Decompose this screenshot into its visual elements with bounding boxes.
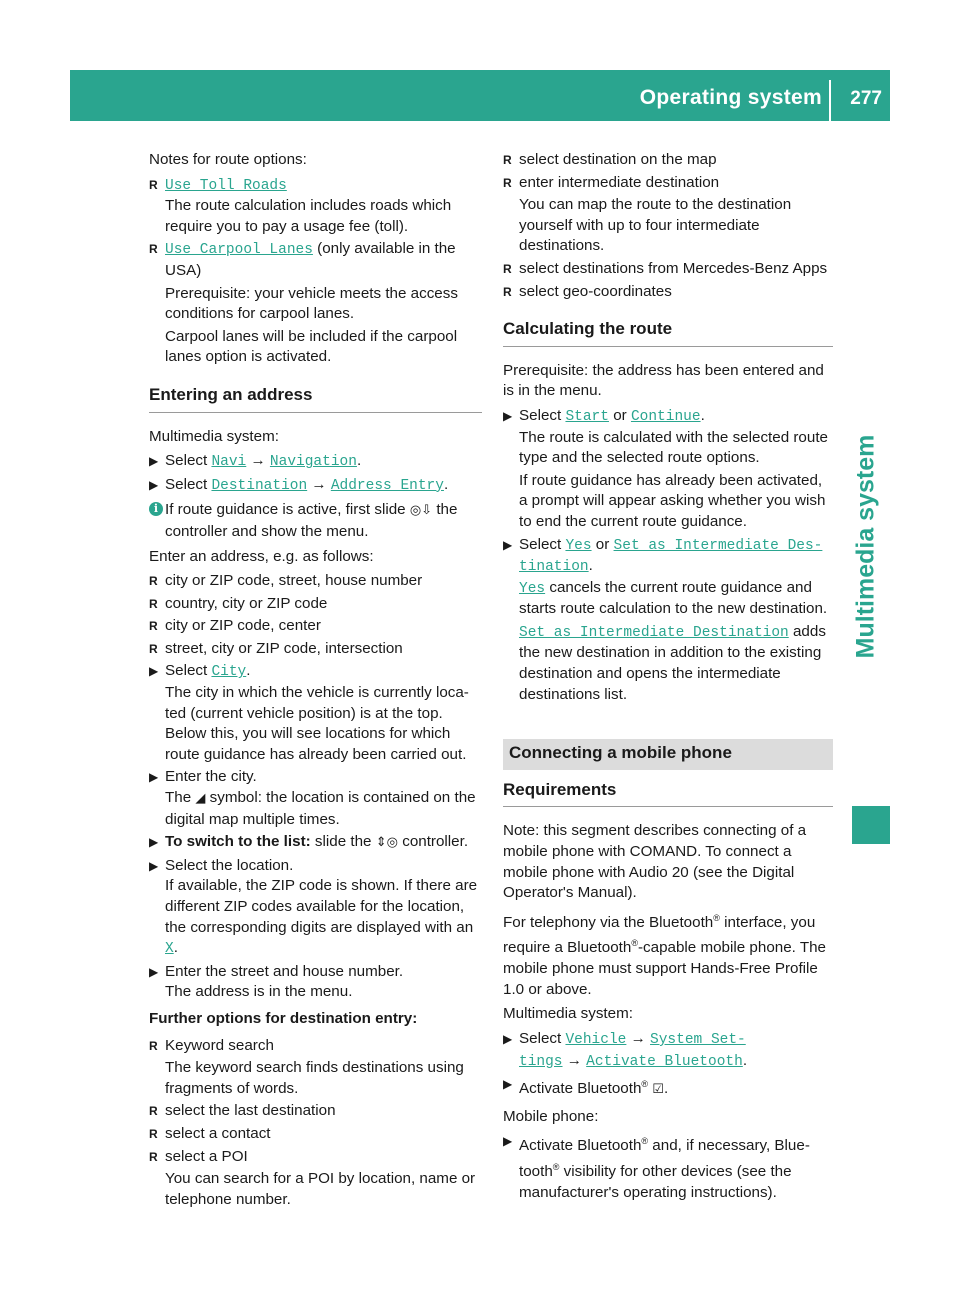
- geo-coordinates: select geo-coordinates: [519, 282, 672, 300]
- mercedes-apps: select destinations from Mercedes-Benz Apps: [519, 259, 828, 277]
- side-tab: [826, 421, 906, 671]
- controller-slide-up-down-icon: ⇕◎: [375, 835, 398, 851]
- step: ▶ Select Destination → Address Entry.: [149, 475, 449, 494]
- step-text: Select: [165, 662, 208, 680]
- select-poi: select a POI: [165, 1147, 248, 1165]
- info-note: [149, 500, 482, 542]
- address-option: country, city or ZIP code: [165, 594, 328, 612]
- list-item: [503, 259, 833, 280]
- step-arrow-icon: ▶: [149, 477, 159, 492]
- city-description-line-4: route guidance has already been carried out.: [165, 745, 467, 763]
- bullet-icon: R: [149, 242, 158, 257]
- bullet-icon: R: [149, 596, 158, 611]
- menu-item-set-intermediate-destination: Set as Intermediate Destination: [519, 624, 789, 641]
- info-text-start: If route guidance is active, first slide: [165, 501, 406, 519]
- page-number: 277: [850, 88, 882, 109]
- city-description-line-2: ted (current vehicle position) is at the top.: [165, 704, 443, 722]
- list-item: [149, 239, 482, 368]
- carpool-prerequisite: Prerequisite: your vehicle meets the access conditions for carpool lanes.: [165, 284, 458, 323]
- menu-item-system-settings-part-2: tings: [519, 1053, 563, 1070]
- page-header: [70, 70, 890, 121]
- registered-mark: ®: [641, 1079, 649, 1090]
- enter-city: Enter the city.: [165, 768, 257, 786]
- calc-description: The route is calculated with the selected route type and the selected route options.: [519, 428, 828, 467]
- arrow-icon: →: [311, 475, 327, 493]
- bullet-icon: R: [149, 177, 158, 192]
- mobile-step-4: visibility for other devices (see the manufacturer's operating instructions).: [519, 1163, 792, 1201]
- step-arrow-icon: ▶: [149, 454, 159, 469]
- bullet-icon: R: [149, 1104, 158, 1119]
- section-heading-entering-address: Entering an address: [149, 385, 482, 413]
- menu-item-toll: Use Toll Roads: [165, 177, 287, 194]
- intermediate-destination: enter intermediate destination: [519, 173, 720, 191]
- step-text: Select: [519, 406, 562, 424]
- note-text: Note: this segment describes connecting of a mobile phone with COMAND. To connect a mobile phone with Audio 20 (see the Digital Operator's Manual).: [503, 822, 807, 902]
- step-arrow-icon: ▶: [503, 408, 513, 423]
- bullet-icon: R: [149, 619, 158, 634]
- info-icon: i: [149, 502, 163, 516]
- menu-item-navigation: Navigation: [269, 454, 357, 471]
- menu-item-yes: Yes: [519, 580, 546, 597]
- list-item: [149, 1147, 482, 1211]
- right-column: [503, 150, 833, 1205]
- telephony-text-1: For telephony via the Bluetooth: [503, 913, 714, 931]
- step: ▶ Select City. The city in which the vehicle is currently loca- ted (current vehicle position) is at the top. Below this, you will see locations for which route guidance has already been carried out.: [149, 661, 482, 765]
- step: [503, 1131, 833, 1203]
- bullet-icon: R: [503, 153, 512, 167]
- controller-slide-down-icon: ◎⇩: [409, 503, 433, 519]
- city-description-line-3: Below this, you will see locations for which: [165, 725, 451, 743]
- mobile-step-3: tooth: [519, 1163, 553, 1181]
- step: [149, 962, 482, 1003]
- step-text: Select: [165, 452, 208, 470]
- chapter-title: Operating system: [639, 86, 822, 109]
- step: [149, 767, 482, 830]
- last-destination: select the last destination: [165, 1102, 336, 1120]
- activate-bluetooth-text: Activate Bluetooth: [519, 1080, 642, 1098]
- menu-item-yes: Yes: [565, 537, 592, 554]
- step: ▶ Activate Bluetooth® ☑.: [503, 1074, 833, 1101]
- set-intermediate-description: adds the new destination in addition to the existing destination and opens the intermediate destinations list.: [519, 622, 826, 703]
- list-item: [149, 594, 482, 615]
- list-item: [149, 639, 482, 660]
- step-arrow-icon: ▶: [149, 664, 159, 679]
- arrow-icon: →: [250, 452, 266, 470]
- section-heading-requirements: Requirements: [503, 780, 833, 808]
- step: ▶ Select the location. If available, the ZIP code is shown. If there are different ZIP codes available for the location, the corresponding digits are displayed with an X.: [149, 856, 478, 958]
- bullet-icon: R: [149, 574, 158, 589]
- menu-item-set-intermediate-part-2: tination: [519, 559, 589, 576]
- list-item: [503, 173, 833, 257]
- enter-example: Enter an address, e.g. as follows:: [149, 547, 374, 565]
- switch-text-start: slide the: [314, 833, 372, 851]
- menu-item-set-intermediate-part-1: Set as Intermediate Des-: [613, 537, 823, 554]
- mobile-step-2: and, if necessary, Blue-: [652, 1137, 810, 1155]
- menu-item-continue: Continue: [630, 408, 701, 425]
- section-bar-connecting-phone: Connecting a mobile phone: [503, 739, 833, 770]
- step: ▶ Select Navi → Navigation.: [149, 452, 362, 471]
- address-option: street, city or ZIP code, intersection: [165, 639, 403, 657]
- side-tab-label: Multimedia system: [851, 434, 880, 658]
- menu-item-city: City: [211, 664, 247, 681]
- step: [149, 832, 482, 854]
- info-text-end: the controller and show the menu.: [165, 501, 458, 540]
- list-item: [149, 1124, 482, 1145]
- bullet-icon: R: [149, 1038, 158, 1053]
- registered-mark: ®: [713, 912, 720, 923]
- or-text: or: [595, 535, 610, 553]
- keyword-description: The keyword search finds destinations using fragments of words.: [165, 1059, 464, 1097]
- list-item: [503, 150, 833, 171]
- address-option: city or ZIP code, street, house number: [165, 572, 423, 590]
- step-arrow-icon: ▶: [503, 1077, 513, 1092]
- bullet-icon: R: [503, 261, 512, 276]
- step-text: Select: [519, 1029, 562, 1047]
- map-destination: select destination on the map: [519, 151, 717, 168]
- select-contact: select a contact: [165, 1124, 271, 1142]
- list-item: [149, 175, 482, 238]
- registered-mark: ®: [631, 938, 638, 949]
- list-item: [503, 282, 833, 303]
- telephony-text: [503, 908, 833, 1001]
- arrow-icon: →: [566, 1051, 582, 1069]
- further-options-heading: Further options for destination entry:: [149, 1009, 418, 1027]
- telephony-text-2: interface, you require a Bluetooth: [503, 913, 816, 957]
- enter-street: Enter the street and house number.: [165, 962, 404, 980]
- step-arrow-icon: ▶: [503, 537, 513, 552]
- select-location: Select the location.: [165, 856, 294, 874]
- bullet-icon: R: [149, 1149, 158, 1164]
- toll-description: The route calculation includes roads which require you to pay a usage fee (toll).: [165, 197, 452, 235]
- step-arrow-icon: ▶: [149, 858, 159, 873]
- switch-list-label: To switch to the list:: [165, 833, 311, 851]
- menu-item-carpool: Use Carpool Lanes: [165, 242, 313, 259]
- keyword-search: Keyword search: [165, 1036, 274, 1054]
- bullet-icon: R: [149, 641, 158, 656]
- bullet-icon: R: [503, 284, 512, 299]
- or-text: or: [613, 406, 627, 424]
- list-item: [149, 1036, 482, 1100]
- symbol-text-end: symbol: the location is contained on the digital map multiple times.: [165, 789, 476, 828]
- list-item: [149, 571, 482, 592]
- yes-description: cancels the current route guidance and starts route calculation to the new destination.: [519, 578, 828, 618]
- header-divider: [829, 80, 831, 121]
- menu-item-x: X: [165, 941, 174, 958]
- step-arrow-icon: ▶: [503, 1031, 513, 1046]
- multimedia-label: Multimedia system:: [149, 427, 279, 445]
- arrow-icon: →: [630, 1029, 646, 1047]
- step-text: Select: [519, 535, 562, 553]
- mobile-phone-label: Mobile phone:: [503, 1107, 599, 1125]
- menu-item-activate-bluetooth: Activate Bluetooth: [586, 1053, 743, 1070]
- step: ▶ Select Vehicle → System Set- tings → Activate Bluetooth.: [503, 1029, 748, 1070]
- menu-item-system-settings-part-1: System Set-: [650, 1031, 746, 1048]
- menu-item-navi: Navi: [211, 454, 247, 471]
- step: ▶ Select Start or Continue. The route is calculated with the selected route type and the selected route options. If route guidance has already been activated, a prompt will appear asking whether you wish to end the current route guidance.: [503, 406, 833, 533]
- bullet-icon: R: [149, 1126, 158, 1141]
- carpool-availability: (only available in the USA): [165, 240, 456, 279]
- symbol-text-start: The: [165, 789, 192, 807]
- step: ▶ Select Yes or Set as Intermediate Des- tination. Yes cancels the current route guidance and starts route calculation to the new destination. Set as Intermediate Destination adds the new destination in addition to the existing destination and opens the intermediate destinations list.: [503, 535, 828, 703]
- address-option: city or ZIP code, center: [165, 617, 321, 635]
- menu-item-destination: Destination: [211, 477, 308, 494]
- zip-description: If available, the ZIP code is shown. If there are different ZIP codes available for the location, the corresponding digits are displayed with an: [165, 877, 478, 936]
- section-heading-calculating-route: Calculating the route: [503, 319, 833, 347]
- step-text: Select: [165, 475, 208, 493]
- step-arrow-icon: ▶: [149, 835, 159, 850]
- menu-item-address-entry: Address Entry: [330, 477, 444, 494]
- side-tab-marker: [852, 806, 890, 844]
- checkbox-checked-icon: ☑: [652, 1082, 664, 1098]
- telephony-text-3: -capable mobile phone. The mobile phone must support Hands-Free Profile 1.0 or above.: [503, 939, 826, 998]
- step-arrow-icon: ▶: [503, 1134, 513, 1149]
- carpool-note: Carpool lanes will be included if the carpool lanes option is activated.: [165, 327, 458, 366]
- left-column: [149, 150, 482, 1212]
- list-item: [149, 616, 482, 637]
- registered-mark: ®: [641, 1136, 649, 1147]
- menu-item-vehicle: Vehicle: [565, 1031, 627, 1048]
- step-arrow-icon: ▶: [149, 964, 159, 979]
- corner-triangle-icon: ◢: [195, 791, 206, 807]
- calc-prerequisite: Prerequisite: the address has been entered and is in the menu.: [503, 361, 824, 400]
- intermediate-description: You can map the route to the destination yourself with up to four intermediate destinations.: [519, 196, 792, 255]
- list-item: [149, 1101, 482, 1122]
- step-arrow-icon: ▶: [149, 770, 159, 785]
- active-guidance-description: If route guidance has already been activated, a prompt will appear asking whether you wish to end the current route guidance.: [519, 471, 826, 530]
- multimedia-label: Multimedia system:: [503, 1005, 633, 1023]
- notes-intro: Notes for route options:: [149, 151, 307, 168]
- poi-description: You can search for a POI by location, name or telephone number.: [165, 1170, 476, 1208]
- address-in-menu: The address is in the menu.: [165, 983, 353, 1001]
- mobile-step-1: Activate Bluetooth: [519, 1137, 642, 1155]
- city-description-line-1: The city in which the vehicle is currently loca-: [165, 684, 469, 702]
- menu-item-start: Start: [565, 408, 609, 425]
- switch-text-end: controller.: [402, 833, 469, 851]
- bullet-icon: R: [503, 175, 512, 190]
- registered-mark: ®: [552, 1162, 560, 1172]
